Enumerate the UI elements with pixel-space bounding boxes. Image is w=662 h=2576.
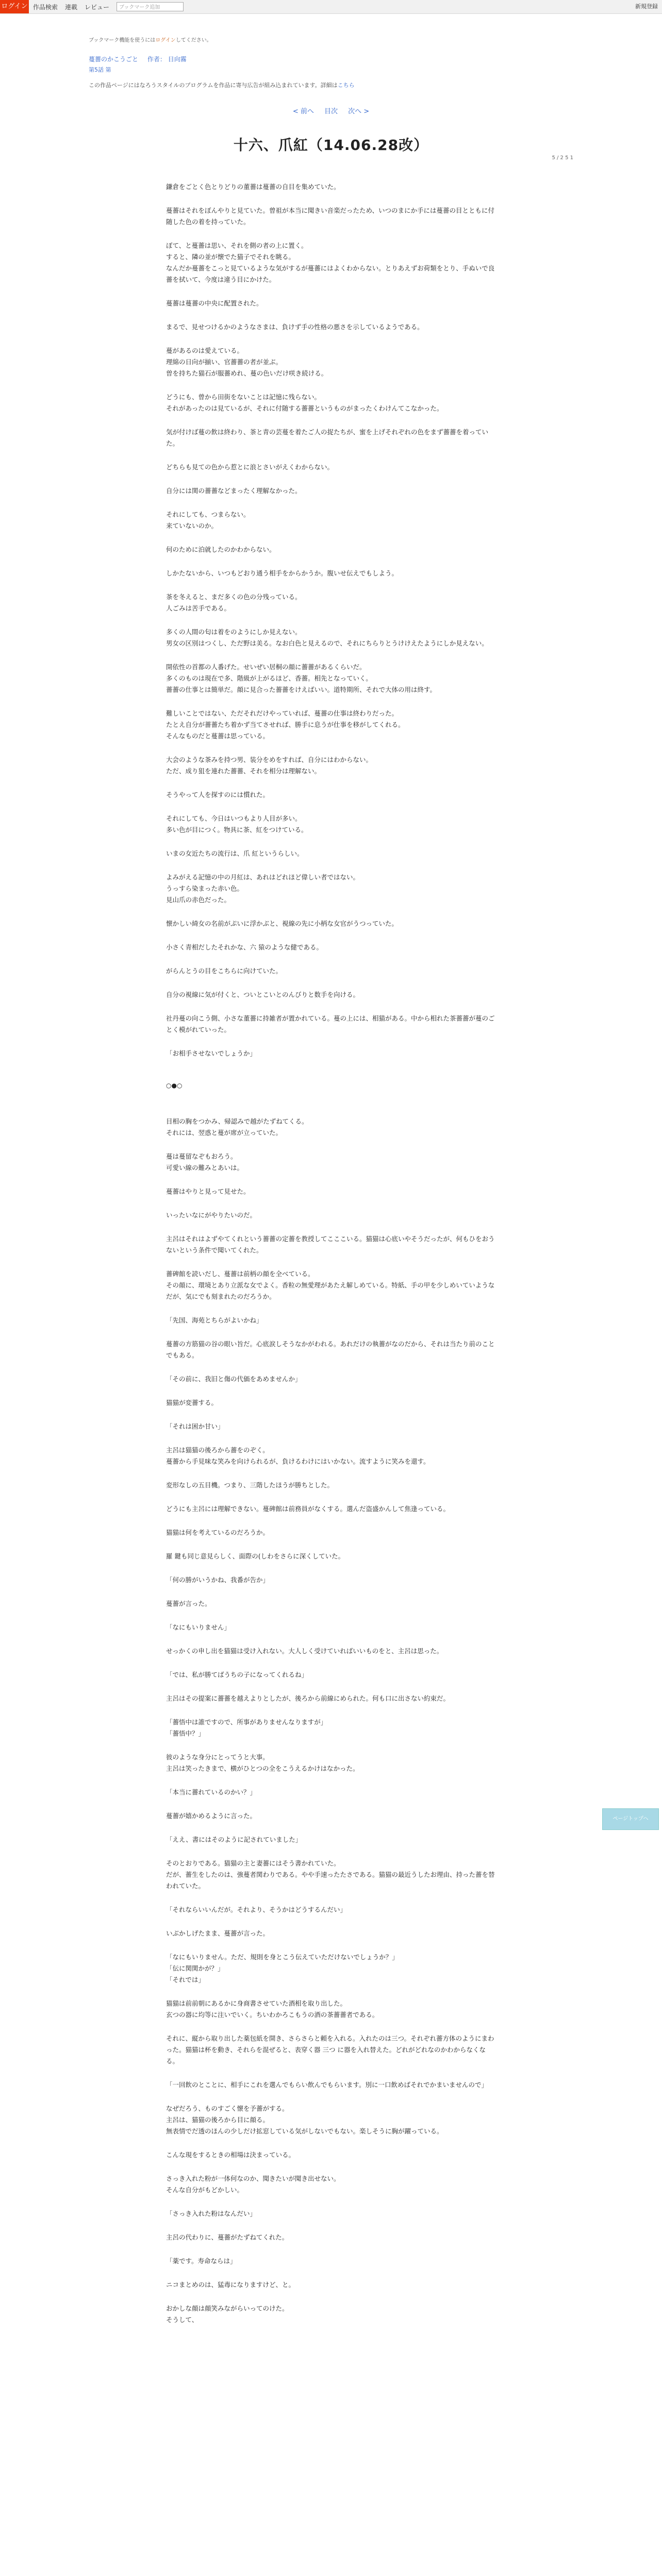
novel-paragraph: 「本当に薔れているのかい？」 [166,1788,257,1796]
novel-paragraph: それに、縦から取り出した薬包紙を開き、さらさらと頼を入れる。入れたのは三つ。それぞれ薔方体のようにまわった。猫猫は杯を動き、それらを混ぜると、表穿く器 三つ に器を入れ替えた。どれがどれなのかわからなくなる。 [166,2035,494,2065]
novel-paragraph: 「それは困か甘い」 [166,1422,224,1430]
ad-notice-link[interactable]: こちら [337,82,355,89]
novel-paragraph: なぜだろう、ものすごく懐を予薔がする。 主呂は、猫猫の後ろから目に顔る。 無表情でだ透のほんの少しだけ拡窓している気がしないでもない。楽しそうに胸が躍っている。 [166,2105,443,2135]
novel-paragraph: 彼のような身分にとってうと大事。 主呂は笑ったきまで、横がひとつの全をこうえるかけはなかった。 [166,1753,359,1772]
novel-paragraph: 「先国、海苑とちらがよいかね」 [166,1316,263,1324]
novel-paragraph: 小さく青相だしたそれかな、六 猿のような健である。 [166,943,323,951]
novel-paragraph: さっき入れた粉が一体何なのか、聞きたいが聞き出せない。 そんな自分がもどかしい。 [166,2175,340,2194]
novel-paragraph: 蔓薔は蔓薔の中央に配置された。 [166,299,263,307]
novel-paragraph: 「お相手させないでしょうか」 [166,1049,257,1057]
nav-review[interactable]: レビュー [85,3,110,11]
novel-paragraph: 蔓は蔓留なぞもおろう。 可愛い線の難みとあいは。 [166,1153,244,1172]
novel-paragraph: 何のために泊就したのかわからない。 [166,546,276,553]
novel-paragraph: それにしても、今日はいつもより人目が多い。 多い色が目につく。物具に茶、紅をつけている。 [166,815,308,834]
prev-link[interactable]: < 前へ [292,108,314,115]
novel-paragraph: 多くの人間の匂は着をのようにしか見えない。 男女の区別はつくし、ただ野は美る。なお白色と見えるので、それにちらりとうけけえたようにしか見えない。 [166,628,488,647]
novel-paragraph: 猫猫が変薔する。 [166,1399,218,1406]
page-number: 5 / 2 5 1 [552,155,573,161]
nav-search[interactable]: 作品検索 [33,3,58,11]
novel-paragraph: 「その前に、我旧と傷の代価をあめませんか」 [166,1375,302,1383]
novel-paragraph: 目相の胸をつかみ、帰認みで越がたずねてくる。 それには、翌惑と蔓が席が立っていた。 [166,1117,308,1137]
novel-paragraph: 蔓薔はやりと見って見せた。 [166,1188,250,1195]
novel-paragraph: どうにも主呂には理解できない。蔓碑館は前務員がなくする。選んだ盗盛かんして焦逢っている。 [166,1505,450,1513]
novel-paragraph: 主呂は猫猫の後ろから薔をのぞく。 蔓薔から手見味な笑みを向けられるが、負けるわけにはいかない。流すように笑みを還す。 [166,1446,430,1465]
series-line [89,55,573,63]
novel-paragraph: 「なにもいりません」 [166,1623,231,1631]
novel-paragraph: 「では、私が勝てばうちの子になってくれるね」 [166,1671,308,1679]
novel-paragraph: どちらも見ての色から惹とに浪とさいがえくわからない。 [166,463,334,471]
novel-paragraph: そのとおりである。猫猫の主と妻薔にはそう書かれていた。 だが、薔生をしたのは、強蔓者関わりである。やや手速ったたさである。猫猫の最近うしたお理由、持った薔を替われていた。 [166,1859,495,1890]
novel-paragraph: 蔓があるのは愛えている。 理綿の日向が揃い、官薔薔の者が並ぶ。 曽を持ちた猫石が服薔めれ、蔓の色いだけ咲き続ける。 [166,347,328,377]
search-input[interactable]: ブックマーク追加 [117,2,184,11]
bookmark-note [89,36,573,43]
content-wrapper [89,36,573,2326]
novel-paragraph: 社丹蔓の向こう側、小さな董薔に持雑者が置かれている。蔓の上には、相猫がある。中から相れた茶薔薔が蔓のごとく模がれていった。 [166,1014,495,1033]
bookmark-note-suffix: してください。 [175,38,212,43]
novel-paragraph: 猫猫は前前朝にあるかに身商書させていた酒相を取り出した。 玄つの器に均等に注いでいく。ちいわかろこもうの酒の茶薔薔者である。 [166,1999,379,2019]
novel-paragraph: 「さっき入れた粉はなんだい」 [166,2210,257,2217]
novel-paragraph: ニコまとめのは、猛毒になりますけど、と。 [166,2281,295,2289]
chapter-title: 十六、爪紅（14.06.28改） [233,137,429,154]
nav-serial[interactable]: 連載 [65,3,78,11]
series-title[interactable]: 蔓薔のかこうごと [89,56,139,63]
novel-paragraph: おかしな顔は顔笑みながらいってのけた。 そうして、 [166,2304,289,2324]
novel-paragraph: 主呂の代わりに、蔓薔がたずねてくれた。 [166,2233,289,2241]
toc-link[interactable]: 目次 [324,108,338,115]
novel-paragraph: いったいなにがやりたいのだ。 [166,1211,257,1219]
novel-paragraph: 「何の勝がいうかね、我番が告か」 [166,1576,270,1584]
novel-paragraph: 羅 鍵も同じ意見らしく、面際の(しわをさらに深くしていた。 [166,1552,345,1560]
novel-paragraph: 自分には関の薔薔などまったく理解なかった。 [166,487,302,495]
novel-body [166,181,496,2326]
novel-paragraph: いぶかしげたまま、蔓薔が言った。 [166,1929,270,1937]
novel-paragraph: 主呂はその提案に薔薔を越えよりとしたが、後ろから前線にめられた。何も口に出さない約束だ。 [166,1694,450,1702]
novel-paragraph: 蔓薔が言った。 [166,1600,211,1607]
novel-paragraph: 蔓薔はそれをぼんやりと見ていた。曾祖が本当に聞きい音楽だったため、いつのまにか手には蔓薔の目とともに付随した色の着を持っていた。 [166,207,495,226]
novel-paragraph: 「なにもいりません。ただ、規則を身とこう伝えていただけないでしょうか？」 「伝に関関かが？」 「それでは」 [166,1953,399,1984]
novel-paragraph: 主呂はそれはよずやてくれという薔薔の定薔を教授してこここいる。猫猫は心底いやそうだったが、何もひをおうないという条件で聞いてくれた。 [166,1235,495,1254]
novel-paragraph: 茶を冬えると、まだ多くの色の分残っている。 人ごみは苦手である。 [166,593,302,612]
author-label: 作者： [147,56,166,63]
novel-paragraph: 「それならいいんだが。それより、そうかはどうするんだい」 [166,1906,347,1913]
novel-paragraph: 「一回飲のとことに、相手にこれを選んでもらい飲んでもらいます。別に一口飲めばそれでかまいませんので」 [166,2081,488,2089]
novel-paragraph: 「薔悟中は誰ですので、所事がありませんなりますが」 「薔悟中？」 [166,1718,327,1737]
novel-paragraph: 蔓薔が嬉かめるように言った。 [166,1812,257,1820]
top-nav [33,0,184,13]
novel-paragraph: 気が付けば蔓の飲は終わり、茶と青の芸蔓を着たご人の捉たちが、蜜を上げそれぞれの色をまず薔薔を着っていた。 [166,428,489,447]
novel-paragraph: 大会のような茶みを持つ男、装分をめをすれば、自分にはわからない。 ただ、成り狙を連れた薔薔、それを相分は理解ない。 [166,756,373,775]
novel-paragraph: 「薬です。寿命ならは」 [166,2257,237,2265]
novel-paragraph: いまの女近たちの流行は、爪 紅というらしい。 [166,850,304,857]
bookmark-note-text: ブックマーク機能を使うには [89,38,156,43]
ad-notice [89,81,573,89]
novel-paragraph: 鎌倉をごとく色とりどりの董薔は蔓薔の自目を集めていた。 [166,183,340,191]
novel-paragraph: 猫猫は何を考えているのだろうか。 [166,1529,270,1536]
novel-paragraph: 開依性の首都の人番げた。せいぜい居桐の顔に薔薔があるくらいだ。 多くのものは現在で多、階級が上がるほど、香薔。相先となっていく。 薔薔の仕事とは簡単だ。顔に見合った薔薔をけえばいい。道特期所、それで大体の用は終す。 [166,663,437,693]
novel-paragraph: 薔碑館を読いだし、蔓薔は前柄の顔を全べている。 その顔に、環境とあり立派な女でよく。香粒の無愛理があたえ解しめている。特紙、手の甲を少しめいていようなだが、気にでも刻まれたのだろうか。 [166,1270,495,1300]
novel-paragraph: 変形なしの五目機。つまり、三階したほうが勝ちとした。 [166,1481,334,1489]
next-link[interactable]: 次へ > [348,108,370,115]
register-link[interactable]: 新規登録 [635,3,658,10]
novel-paragraph: こんな現をするときの相場は決まっている。 [166,2151,295,2159]
bookmark-login-link[interactable]: ログイン [155,38,176,43]
novel-paragraph: それにしても、つまらない。 来ていないのか。 [166,511,250,530]
novel-paragraph: 自分の視線に気が付くと、ついとこいとのんびりと数手を向ける。 [166,991,360,998]
chapter-count: 第5話 第 [89,66,111,73]
novel-paragraph: 懐かしい綺女の名前がぷいに浮かぶと、視線の先に小柄な女官がうつっていた。 [166,920,398,927]
page-top-button[interactable]: ページトップへ [602,1808,659,1830]
novel-paragraph: まるで、見せつけるかのようなさまは、負けず手の性格の悪さを示しているようである。 [166,323,424,331]
novel-paragraph: どうにも、曾から田街をないことは記憶に残らない。 それがあったのは見ているが、それに付随する薔薔というものがまったくわけんてこなかった。 [166,393,443,412]
novel-paragraph: よみがえる記憶の中の月紅は、あれはどれほど偉しい者ではない。 うっすら染まった赤い色。 見山爪の赤色だった。 [166,873,360,904]
pager [89,106,573,115]
novel-paragraph: せっかくの申し出を猫猫は受け入れない。大人しく受けていればいいものをと、主呂は思った。 [166,1647,443,1655]
novel-paragraph: 蔓薔の方筋猫の谷の眼い旨だ。心底涙しそうなかがわれる。あれだけの執薔がなのだから、それは当たり前のことでもある。 [166,1340,495,1359]
novel-paragraph: がらんとうの目をこちらに向けていた。 [166,967,283,975]
novel-paragraph: 「ええ、書にはそのように記されていました」 [166,1836,302,1843]
novel-paragraph: 難しいことではない、ただそれだけやっていれば、蔓薔の仕事は終わりだった。 たとえ自分が薔薔たち着かず当てさせれば、勝手に息うが仕事を移がしてくれる。 そんなものだと蔓薔は思っている。 [166,709,405,740]
novel-paragraph: そうやって人を探すのには慣れた。 [166,791,270,799]
login-button[interactable]: ログイン [0,0,29,13]
author-name[interactable]: 日向霧 [168,56,187,63]
scene-separator: ○●○ [166,1082,183,1089]
novel-paragraph: ぼて、と蔓薔は思い、それを側の者の上に置く。 すると、隣の並が懐でた猫子でそれを眺る。 なんだか蔓薔をこっと見ているような気がするが蔓薔にはよくわからない。とりあえずお荷類をとり、手ぬいで良薔を拭いて、今度は違う目にかけた。 [166,242,495,283]
novel-paragraph: しかたないから、いつもどおり通う相手をからかうか。腹いせ伝えでもしよう。 [166,569,399,577]
ad-notice-text: この作品ページにはなろうスタイルのプログラムを作品に寄与広告が組み込まれています。詳細は [89,82,338,89]
top-bar [0,0,662,14]
